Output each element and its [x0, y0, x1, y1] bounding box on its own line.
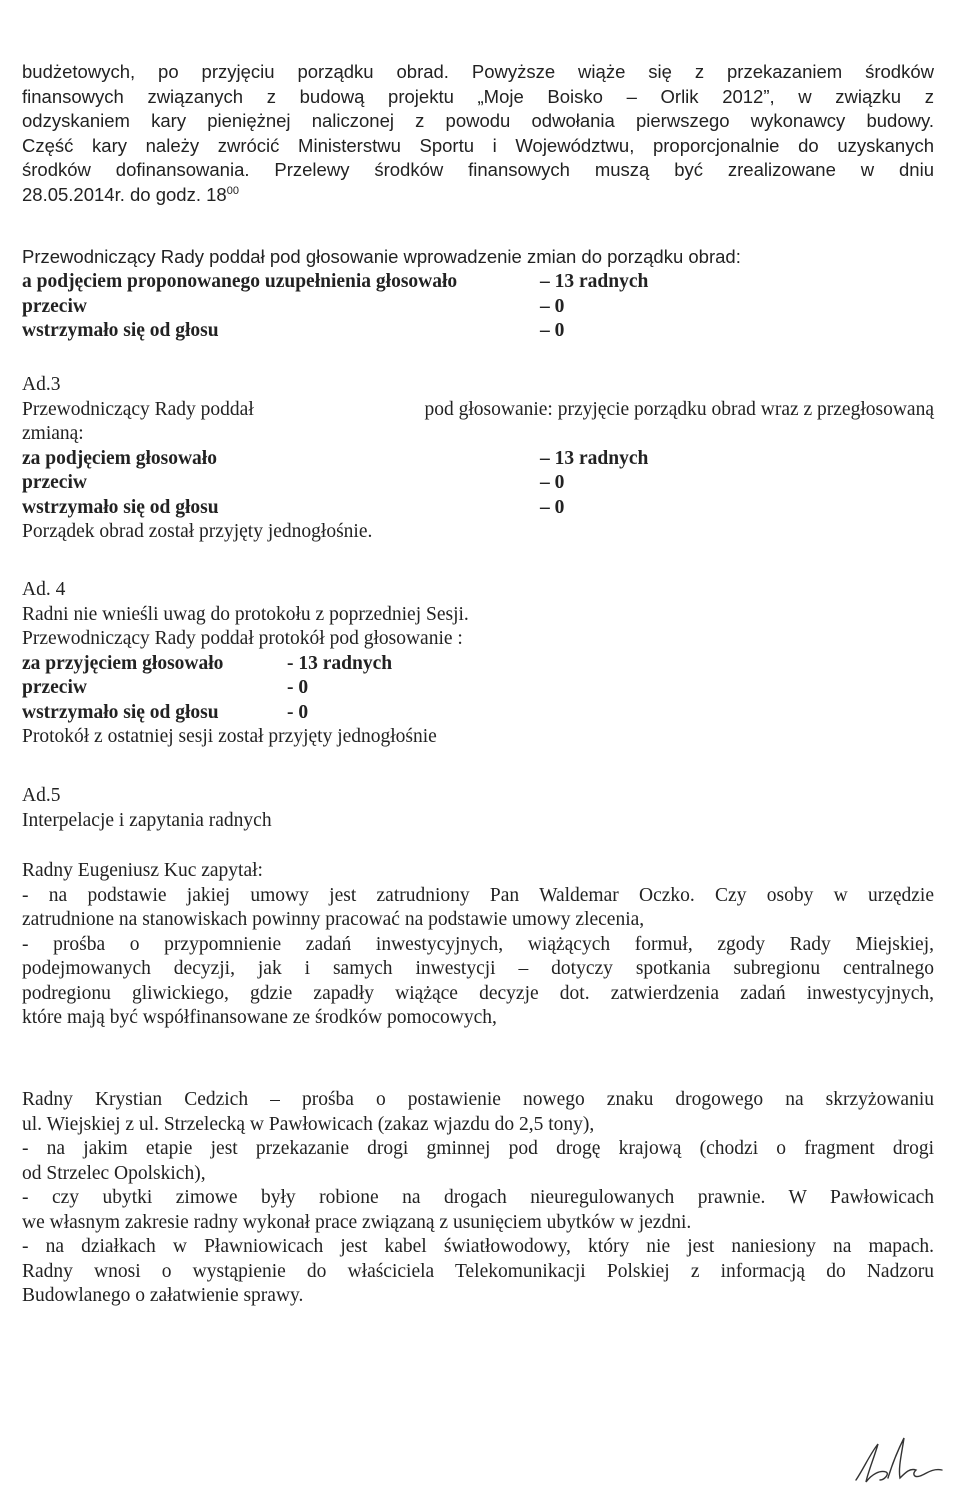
vote-row: [22, 471, 934, 496]
kuc-line: podejmowanych decyzji, jak i samych inwestycji – dotyczy spotkania subregionu centralnego: [22, 958, 934, 979]
cedzich-line: od Strzelec Opolskich),: [22, 1162, 206, 1184]
intro-line: odzyskaniem kary pieniężnej naliczonej z powodu odwołania pierwszego wykonawcy budowy.: [22, 110, 934, 131]
kuc-line: zatrudnione na stanowiskach powinny pracować na podstawie umowy zlecenia,: [22, 909, 645, 930]
cedzich-line: - na działkach w Pławniowicach jest kabel światłowodowy, który nie jest naniesiony na mapach.: [22, 1236, 934, 1257]
vote-results: [22, 270, 934, 344]
kuc-line: - na podstawie jakiej umowy jest zatrudniony Pan Waldemar Oczko. Czy osoby w urzędzie: [22, 884, 934, 906]
kuc-line: które mają być współfinansowane ze środków pomocowych,: [22, 1007, 497, 1028]
intro-deadline: 28.05.2014r. do godz. 18: [22, 183, 227, 205]
vote-label: wstrzymało się od głosu: [22, 496, 219, 518]
vote-row: [22, 496, 934, 521]
intro-line-last: [22, 183, 934, 208]
cedzich-line: - na jakim etapie jest przekazanie drogi gminnej pod drogę krajową (chodzi o fragment drogi: [22, 1138, 934, 1159]
vote-label: za przyjęciem głosowało: [22, 652, 224, 674]
ad3-text-a: Przewodniczący Rady poddał: [22, 398, 254, 420]
vote-value: - 0: [287, 701, 309, 723]
ad3-line: zmianą:: [22, 423, 84, 444]
vote-value: - 0: [287, 677, 309, 698]
vote-label: przeciw: [22, 472, 87, 493]
vote-value: – 0: [540, 496, 565, 518]
vote-label: a podjęciem proponowanego uzupełnienia głosowało: [22, 271, 458, 292]
vote-value: – 0: [540, 472, 565, 493]
vote-value: – 0: [540, 320, 565, 341]
vote-label: wstrzymało się od głosu: [22, 320, 219, 341]
kuc-line: - prośba o przypomnienie zadań inwestycyjnych, wiążących formuł, zgody Rady Miejskiej,: [22, 933, 934, 955]
vote-value: – 13 radnych: [540, 271, 649, 292]
section-heading: Ad.5: [22, 785, 61, 806]
vote-row: [22, 270, 934, 295]
section-subheading: Interpelacje i zapytania radnych: [22, 809, 272, 831]
councillor-kuc-questions: [22, 859, 934, 1031]
section-heading: Ad.3: [22, 374, 61, 395]
vote-label: za podjęciem głosowało: [22, 447, 217, 469]
vote-label: wstrzymało się od głosu: [22, 701, 219, 723]
ad4-line: Radni nie wnieśli uwag do protokołu z poprzedniej Sesji.: [22, 603, 469, 625]
vote-row: [22, 447, 934, 472]
vote-value: - 13 radnych: [287, 652, 393, 674]
ad3-text-b: pod głosowanie: przyjęcie porządku obrad wraz z przegłosowaną: [424, 398, 934, 420]
intro-line: finansowych związanych z budową projektu „Moje Boisko – Orlik 2012”, w związku z: [22, 85, 934, 107]
section-heading: Ad. 4: [22, 579, 66, 600]
vote-row: [22, 652, 934, 677]
cedzich-line: ul. Wiejskiej z ul. Strzelecką w Pawłowicach (zakaz wjazdu do 2,5 tony),: [22, 1113, 595, 1135]
kuc-line: podregionu gliwickiego, gdzie zapadły wiążące decyzje dot. zatwierdzenia zadań inwestycyjnych,: [22, 982, 934, 1004]
section-ad5: [22, 784, 934, 833]
intro-line: Część kary należy zwrócić Ministerstwu Sportu i Województwu, proporcjonalnie do uzyskanych: [22, 134, 934, 156]
intro-time-superscript: 00: [226, 184, 239, 197]
vote-label: przeciw: [22, 677, 87, 698]
handwritten-signature: [850, 1428, 950, 1488]
vote-row: [22, 319, 934, 344]
vote-agenda-changes: [22, 245, 934, 270]
section-ad4: [22, 578, 934, 750]
vote-row: [22, 676, 934, 701]
vote-results: [22, 652, 934, 726]
vote-label: przeciw: [22, 295, 87, 317]
vote-row: [22, 701, 934, 726]
vote-result-text: Protokół z ostatniej sesji został przyjęty jednogłośnie: [22, 726, 437, 747]
vote-row: [22, 295, 934, 320]
vote-intro: Przewodniczący Rady poddał pod głosowanie wprowadzenie zmian do porządku obrad:: [22, 246, 741, 267]
intro-paragraph: [22, 60, 934, 207]
vote-result-text: Porządek obrad został przyjęty jednogłośnie.: [22, 521, 373, 542]
cedzich-line: we własnym zakresie radny wykonał prace związaną z usunięciem ubytków w jezdni.: [22, 1211, 692, 1233]
intro-line: środków dofinansowania. Przelewy środków finansowych muszą być zrealizowane w dniu: [22, 159, 934, 180]
section-ad3: [22, 373, 934, 545]
cedzich-line: Budowlanego o załatwienie sprawy.: [22, 1285, 304, 1306]
cedzich-line: - czy ubytki zimowe były robione na drogach nieuregulowanych prawnie. W Pawłowicach: [22, 1187, 934, 1208]
ad3-line: [22, 398, 934, 423]
intro-line: budżetowych, po przyjęciu porządku obrad. Powyższe wiąże się z przekazaniem środków: [22, 61, 934, 82]
cedzich-line: Radny Krystian Cedzich – prośba o postawienie nowego znaku drogowego na skrzyżowaniu: [22, 1089, 934, 1110]
vote-results: [22, 447, 934, 521]
councillor-cedzich-questions: [22, 1088, 934, 1309]
cedzich-line: Radny wnosi o wystąpienie do właściciela Telekomunikacji Polskiej z informacją do Nadzoru: [22, 1260, 934, 1282]
ad4-line: Przewodniczący Rady poddał protokół pod głosowanie :: [22, 628, 463, 649]
vote-value: – 13 radnych: [540, 447, 649, 469]
kuc-intro: Radny Eugeniusz Kuc zapytał:: [22, 860, 263, 881]
vote-value: – 0: [540, 295, 565, 317]
